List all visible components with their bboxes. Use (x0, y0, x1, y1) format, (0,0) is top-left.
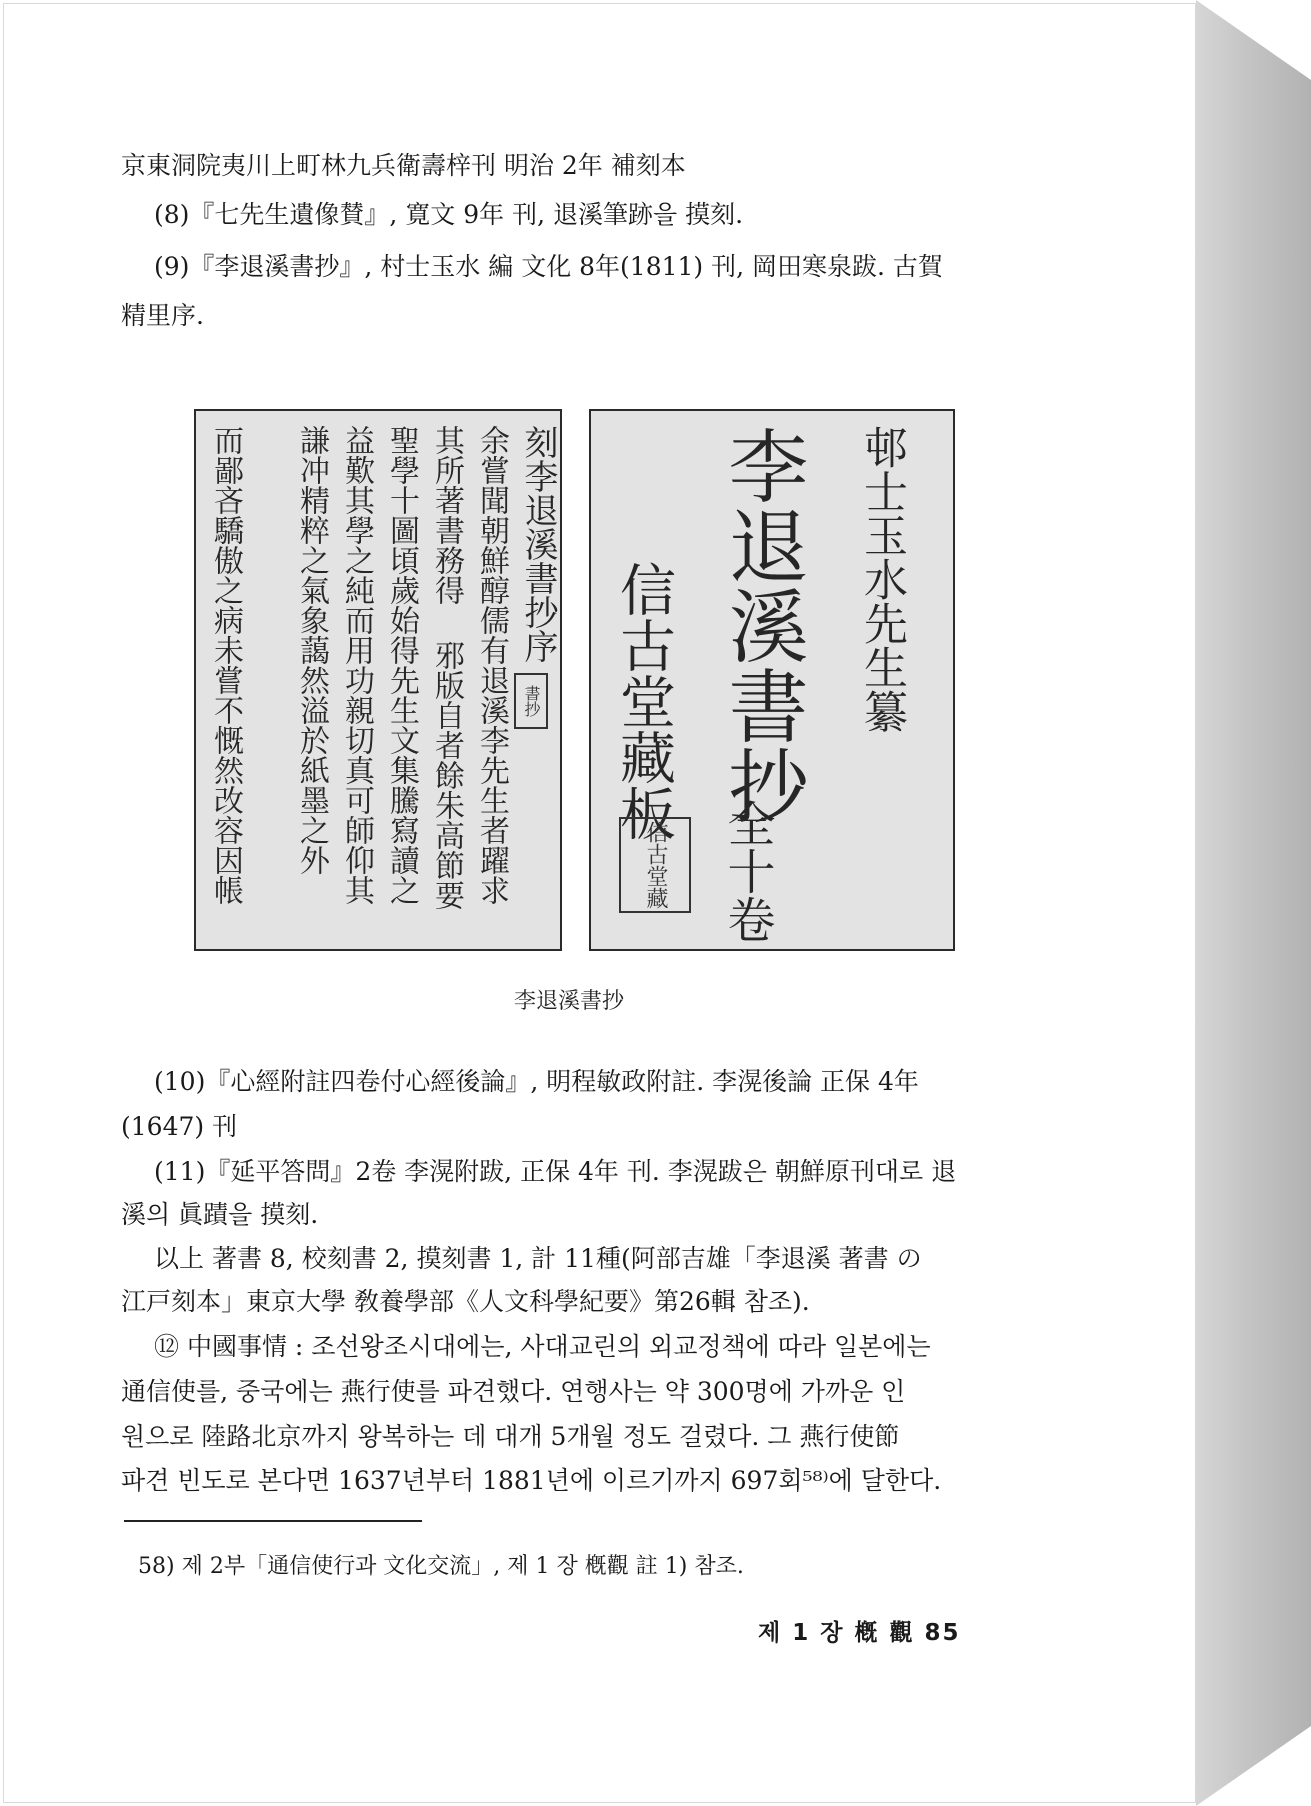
figure-caption: 李退溪書抄 (514, 989, 625, 1014)
para-line-2: (1647) 刊 (121, 1112, 238, 1141)
body-line-2: (8)『七先生遺像賛』, 寛文 9年 刊, 退溪筆跡을 摸刻. (154, 200, 744, 229)
para-line-6: 江戸刻本」東京大學 敎養學部《人文科學紀要》第26輯 참조). (121, 1287, 810, 1316)
para-line-10: 파견 빈도로 본다면 1637년부터 1881년에 이르기까지 697회⁵⁸⁾에 달한다. (121, 1466, 942, 1495)
footnote-58: 58) 제 2부「通信使行과 文化交流」, 제 1 장 槪觀 註 1) 참조. (138, 1554, 744, 1579)
footnote-divider (124, 1520, 422, 1522)
para-line-1: (10)『心經附註四卷付心經後論』, 明程敏政附註. 李滉後論 正保 4年 (154, 1067, 919, 1096)
left-seal-stamp: 書抄 (514, 673, 548, 729)
right-col-4: 信古堂藏板 (611, 561, 676, 841)
left-col-7: 而鄙吝驕傲之病未嘗不慨然改容因帳 (208, 425, 243, 905)
para-line-4: 溪의 眞蹟을 摸刻. (121, 1200, 319, 1229)
left-col-1: 刻李退溪書抄序 (518, 425, 558, 663)
para-line-9: 원으로 陸路北京까지 왕복하는 데 대개 5개월 정도 걸렸다. 그 燕行使節 (121, 1422, 900, 1451)
page-stack-edge (1196, 0, 1311, 1806)
left-col-5: 益歎其學之純而用功親切真可師仰其 (339, 425, 374, 905)
right-col-1: 邨士玉水先生纂 (856, 425, 907, 733)
para-line-5: 以上 著書 8, 校刻書 2, 摸刻書 1, 計 11種(阿部吉雄「李退溪 著書 の (154, 1244, 922, 1273)
para-line-8: 通信使를, 중국에는 燕行使를 파견했다. 연행사는 약 300명에 가까운 인 (121, 1377, 906, 1406)
para-line-3: (11)『延平答問』2卷 李滉附跋, 正保 4年 刊. 李滉跋은 朝鮮原刊대로 退 (154, 1157, 957, 1186)
left-col-2: 余嘗聞朝鮮醇儒有退溪李先生者躍求 (474, 425, 509, 905)
left-col-3: 其所著書務得 邪版自者餘朱高節要 (429, 425, 464, 910)
figure-left-panel (194, 409, 562, 951)
para-line-7: ⑫ 中國事情 : 조선왕조시대에는, 사대교린의 외교정책에 따라 일본에는 (154, 1332, 931, 1361)
right-col-2: 李退溪書抄 (715, 425, 808, 825)
right-col-3: 全十卷 (719, 799, 775, 943)
body-line-1: 京東洞院夷川上町林九兵衛壽梓刊 明治 2年 補刻本 (121, 151, 686, 180)
figure-right-panel (589, 409, 955, 951)
book-page (3, 3, 1196, 1803)
left-col-4: 聖學十圖頃歲始得先生文集騰寫讀之 (384, 425, 419, 905)
body-line-3: (9)『李退溪書抄』, 村士玉水 編 文化 8年(1811) 刊, 岡田寒泉跋. 古賀 (154, 252, 943, 281)
right-seal-stamp: 信古堂藏 (619, 817, 691, 913)
left-col-6: 謙冲精粹之氣象藹然溢於紙墨之外 (294, 425, 329, 875)
running-footer-page-number: 제 1 장 槪 觀 85 (758, 1620, 961, 1646)
body-line-4: 精里序. (121, 301, 204, 330)
